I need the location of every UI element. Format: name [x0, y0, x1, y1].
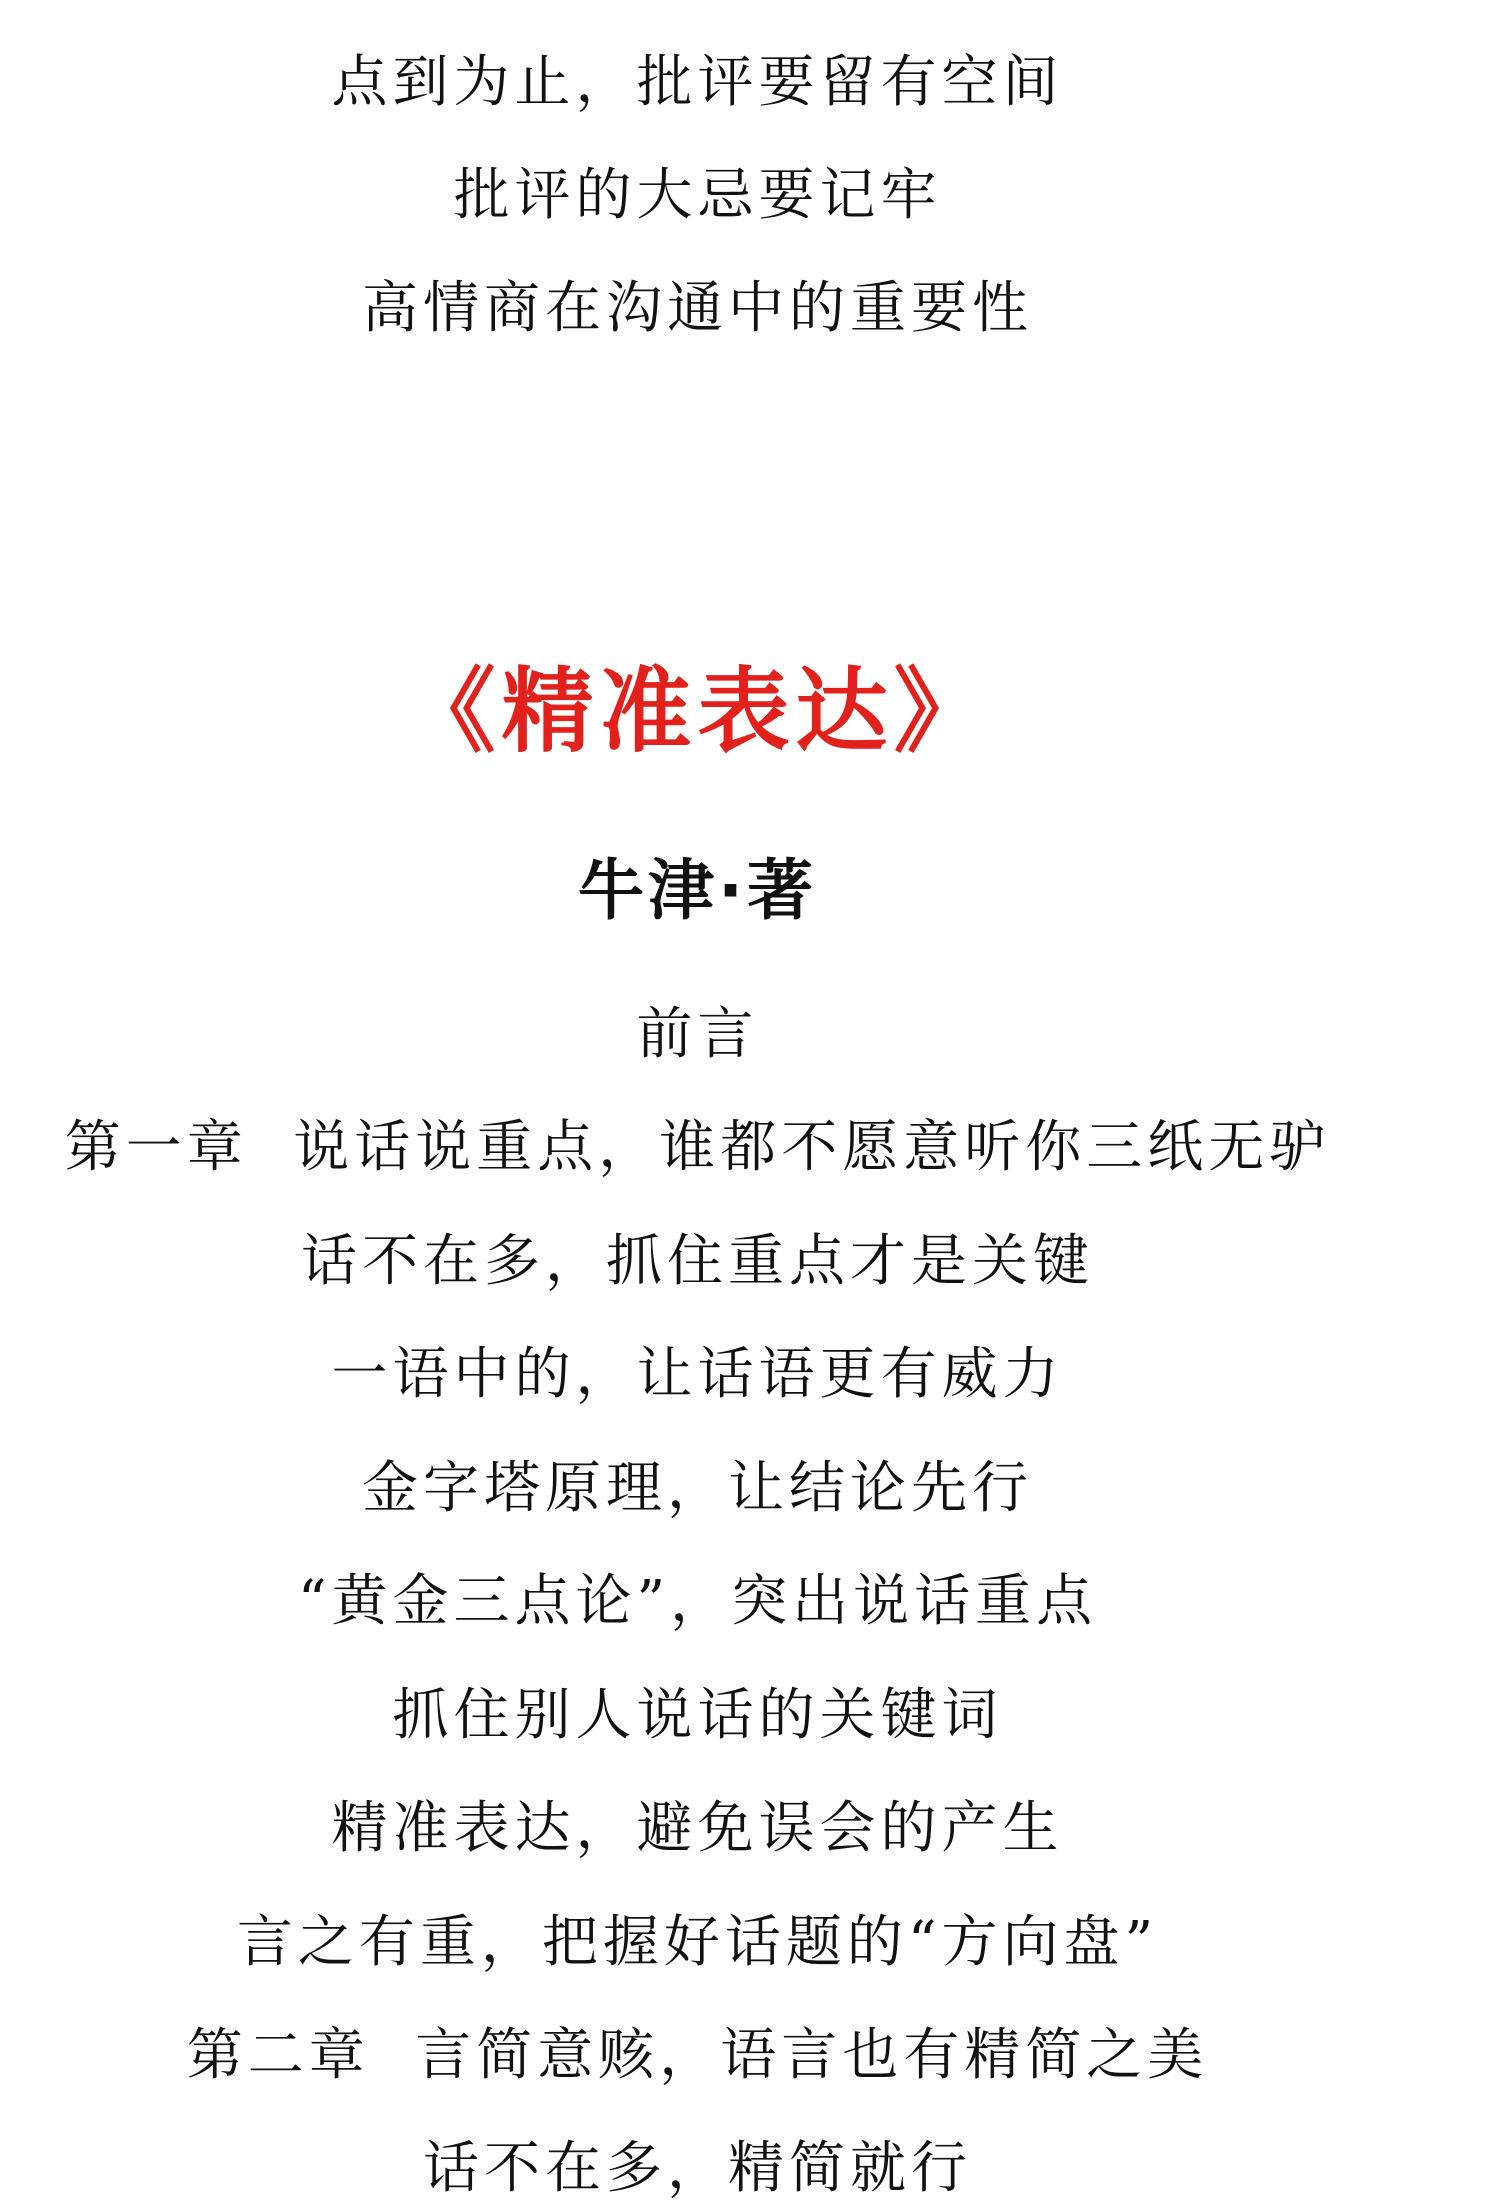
toc-item: 话不在多，精简就行: [423, 2136, 972, 2201]
toc-line-prev-1: 点到为止，批评要留有空间: [331, 50, 1064, 115]
toc-line-prev-3: 高情商在沟通中的重要性: [362, 276, 1033, 341]
toc-item: 金字塔原理，让结论先行: [362, 1456, 1033, 1521]
toc-item: 言之有重，把握好话题的“方向盘”: [236, 1910, 1159, 1975]
toc-chapter-1: 第一章 说话说重点，谁都不愿意听你三纸无驴: [64, 1115, 1331, 1180]
toc-chapter-2: 第二章 言简意赅，语言也有精简之美: [186, 2023, 1209, 2088]
toc-line-prev-2: 批评的大忌要记牢: [453, 163, 942, 228]
toc-preface: 前言: [636, 1002, 759, 1067]
toc-item: 精准表达，避免误会的产生: [331, 1796, 1064, 1861]
book-title: 《精准表达》: [403, 658, 992, 765]
book-author: 牛津·著: [577, 852, 818, 929]
toc-item: 话不在多，抓住重点才是关键: [301, 1229, 1094, 1294]
toc-item: “黄金三点论”，突出说话重点: [297, 1569, 1098, 1634]
toc-item: 抓住别人说话的关键词: [392, 1683, 1003, 1748]
toc-item: 一语中的，让话语更有威力: [331, 1342, 1064, 1407]
